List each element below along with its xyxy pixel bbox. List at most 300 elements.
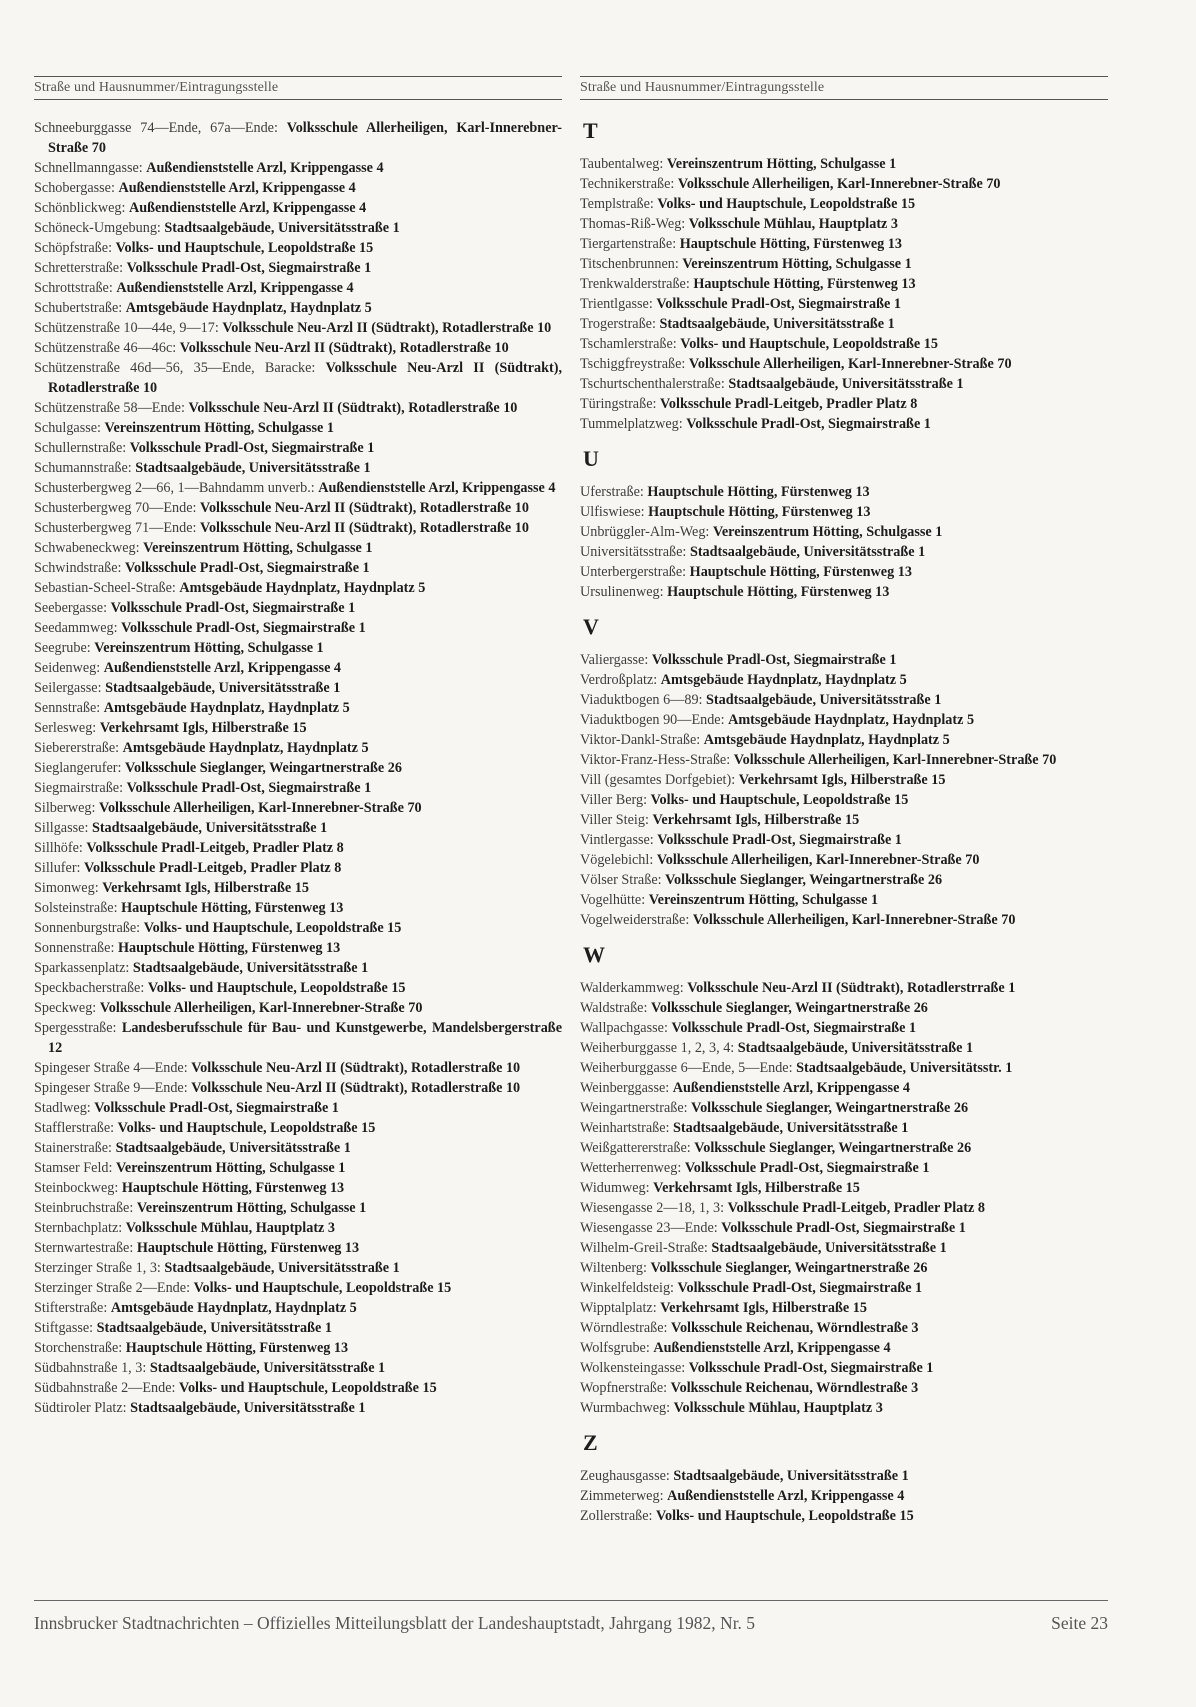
registration-office: Stadtsaalgebäude, Universitätsstraße 1 xyxy=(105,680,341,696)
registration-office: Volksschule Pradl-Leitgeb, Pradler Platz 8 xyxy=(86,840,344,856)
registration-office: Stadtsaalgebäude, Universitätsstraße 1 xyxy=(673,1120,909,1136)
list-item xyxy=(34,1218,562,1238)
list-item xyxy=(580,850,1108,870)
street-name: Schützenstraße 58—Ende: xyxy=(34,400,185,416)
list-item xyxy=(34,218,562,238)
street-name: Völser Straße: xyxy=(580,872,662,888)
street-name: Schrottstraße: xyxy=(34,280,113,296)
list-item xyxy=(34,1158,562,1178)
registration-office: Außendienststelle Arzl, Krippengasse 4 xyxy=(318,480,556,496)
street-name: Wetterherrenweg: xyxy=(580,1160,682,1176)
list-item xyxy=(580,1138,1108,1158)
list-item xyxy=(580,1198,1108,1218)
street-name: Silberweg: xyxy=(34,800,96,816)
registration-office: Amtsgebäude Haydnplatz, Haydnplatz 5 xyxy=(110,1300,357,1316)
street-name: Schwabeneckweg: xyxy=(34,540,140,556)
registration-office: Volksschule Pradl-Leitgeb, Pradler Platz 8 xyxy=(727,1200,985,1216)
street-name: Simonweg: xyxy=(34,880,99,896)
registration-office: Volksschule Pradl-Ost, Siegmairstraße 1 xyxy=(110,600,356,616)
registration-office: Volksschule Neu-Arzl II (Südtrakt), Rotadlerstraße 10 xyxy=(48,360,563,396)
registration-office: Volksschule Mühlau, Hauptplatz 3 xyxy=(688,216,898,232)
street-name: Schubertstraße: xyxy=(34,300,123,316)
registration-office: Stadtsaalgebäude, Universitätsstraße 1 xyxy=(149,1360,386,1376)
street-name: Sillgasse: xyxy=(34,820,89,836)
street-name: Sternbachplatz: xyxy=(34,1220,123,1236)
registration-office: Vereinszentrum Hötting, Schulgasse 1 xyxy=(666,156,897,172)
list-item xyxy=(34,738,562,758)
registration-office: Verkehrsamt Igls, Hilberstraße 15 xyxy=(738,772,946,788)
list-item xyxy=(580,1398,1108,1418)
street-name: Tschamlerstraße: xyxy=(580,336,677,352)
registration-office: Vereinszentrum Hötting, Schulgasse 1 xyxy=(94,640,324,656)
street-name: Spingeser Straße 9—Ende: xyxy=(34,1080,188,1096)
registration-office: Verkehrsamt Igls, Hilberstraße 15 xyxy=(652,812,860,828)
registration-office: Volksschule Neu-Arzl II (Südtrakt), Rotadlerstraße 10 xyxy=(179,340,509,356)
street-name: Wipptalplatz: xyxy=(580,1300,657,1316)
list-item xyxy=(580,830,1108,850)
street-name: Widumweg: xyxy=(580,1180,650,1196)
list-item xyxy=(580,1098,1108,1118)
publication-line: Innsbrucker Stadtnachrichten – Offizielles Mitteilungsblatt der Landeshauptstadt, Jahrgang 1982, Nr. 5 xyxy=(34,1613,756,1633)
street-name: Türingstraße: xyxy=(580,396,657,412)
street-name: Siegmairstraße: xyxy=(34,780,124,796)
street-name: Tschurtschenthalerstraße: xyxy=(580,376,725,392)
section-letter: U xyxy=(583,446,599,471)
street-name: Trientlgasse: xyxy=(580,296,653,312)
street-name: Technikerstraße: xyxy=(580,176,675,192)
list-item xyxy=(34,1398,562,1418)
registration-office: Volksschule Pradl-Ost, Siegmairstraße 1 xyxy=(688,1360,934,1376)
registration-office: Verkehrsamt Igls, Hilberstraße 15 xyxy=(102,880,309,896)
list-item xyxy=(580,254,1108,274)
registration-office: Vereinszentrum Hötting, Schulgasse 1 xyxy=(682,256,912,272)
street-name: Seidenweg: xyxy=(34,660,101,676)
street-name: Südbahnstraße 2—Ende: xyxy=(34,1380,176,1396)
street-name: Speckweg: xyxy=(34,1000,97,1016)
registration-office: Volksschule Allerheiligen, Karl-Innerebner-Straße 70 xyxy=(677,176,1001,192)
registration-office: Volksschule Neu-Arzl II (Südtrakt), Rotadlerstraße 10 xyxy=(200,500,529,516)
registration-office: Verkehrsamt Igls, Hilberstraße 15 xyxy=(99,720,307,736)
street-name: Wallpachgasse: xyxy=(580,1020,668,1036)
list-item xyxy=(580,542,1108,562)
registration-office: Hauptschule Hötting, Fürstenweg 13 xyxy=(679,236,902,252)
list-item xyxy=(580,1506,1108,1526)
list-item xyxy=(580,314,1108,334)
street-name: Viktor-Dankl-Straße: xyxy=(580,732,701,748)
list-item xyxy=(34,998,562,1018)
list-item xyxy=(34,278,562,298)
list-item xyxy=(580,650,1108,670)
registration-office: Stadtsaalgebäude, Universitätsstraße 1 xyxy=(96,1320,332,1336)
list-item xyxy=(34,1258,562,1278)
street-name: Wurmbachweg: xyxy=(580,1400,671,1416)
street-name: Schönblickweg: xyxy=(34,200,126,216)
page-footer xyxy=(34,1600,1108,1634)
list-item xyxy=(34,478,562,498)
street-name: Schwindstraße: xyxy=(34,560,122,576)
street-name: Ursulinenweg: xyxy=(580,584,664,600)
street-name: Wolfsgrube: xyxy=(580,1340,650,1356)
street-name: Schretterstraße: xyxy=(34,260,124,276)
registration-office: Volksschule Pradl-Ost, Siegmairstraße 1 xyxy=(129,440,375,456)
list-item xyxy=(580,910,1108,930)
list-item xyxy=(580,1158,1108,1178)
list-item xyxy=(580,374,1108,394)
registration-office: Stadtsaalgebäude, Universitätsstraße 1 xyxy=(728,376,964,392)
street-name: Tummelplatzweg: xyxy=(580,416,683,432)
registration-office: Volksschule Sieglanger, Weingartnerstraße 26 xyxy=(665,872,943,888)
list-item xyxy=(580,354,1108,374)
street-name: Viaduktbogen 90—Ende: xyxy=(580,712,725,728)
list-item xyxy=(580,394,1108,414)
registration-office: Volksschule Neu-Arzl II (Südtrakt), Rotadlerstraße 10 xyxy=(222,320,552,336)
street-name: Templstraße: xyxy=(580,196,654,212)
list-item xyxy=(580,1318,1108,1338)
registration-office: Amtsgebäude Haydnplatz, Haydnplatz 5 xyxy=(728,712,975,728)
registration-office: Volksschule Sieglanger, Weingartnerstraße 26 xyxy=(650,1260,928,1276)
street-name: Titschenbrunnen: xyxy=(580,256,679,272)
list-item xyxy=(580,998,1108,1018)
registration-office: Vereinszentrum Hötting, Schulgasse 1 xyxy=(648,892,879,908)
registration-office: Volksschule Pradl-Ost, Siegmairstraße 1 xyxy=(651,652,897,668)
street-name: Unbrüggler-Alm-Weg: xyxy=(580,524,710,540)
registration-office: Volksschule Neu-Arzl II (Südtrakt), Rotadlerstraße 10 xyxy=(191,1080,521,1096)
list-item xyxy=(34,238,562,258)
street-name: Sterzinger Straße 1, 3: xyxy=(34,1260,161,1276)
registration-office: Volksschule Pradl-Ost, Siegmairstraße 1 xyxy=(126,780,372,796)
street-name: Südbahnstraße 1, 3: xyxy=(34,1360,147,1376)
street-name: Zimmeterweg: xyxy=(580,1488,664,1504)
street-name: Sebastian-Scheel-Straße: xyxy=(34,580,176,596)
street-name: Sillufer: xyxy=(34,860,81,876)
list-item xyxy=(34,418,562,438)
list-item xyxy=(34,958,562,978)
registration-office: Volksschule Sieglanger, Weingartnerstraße 26 xyxy=(691,1100,969,1116)
list-item xyxy=(34,1318,562,1338)
registration-office: Stadtsaalgebäude, Universitätsstraße 1 xyxy=(91,820,328,836)
registration-office: Volksschule Mühlau, Hauptplatz 3 xyxy=(673,1400,883,1416)
list-item xyxy=(580,334,1108,354)
list-item xyxy=(580,790,1108,810)
street-name: Sonnenburgstraße: xyxy=(34,920,141,936)
registration-office: Volksschule Allerheiligen, Karl-Innerebner-Straße 70 xyxy=(688,356,1012,372)
street-name: Sillhöfe: xyxy=(34,840,83,856)
list-item xyxy=(34,898,562,918)
list-item xyxy=(580,1338,1108,1358)
registration-office: Amtsgebäude Haydnplatz, Haydnplatz 5 xyxy=(703,732,950,748)
list-item xyxy=(34,1198,562,1218)
list-item xyxy=(34,1358,562,1378)
registration-office: Stadtsaalgebäude, Universitätsstraße 1 xyxy=(164,1260,400,1276)
registration-office: Hauptschule Hötting, Fürstenweg 13 xyxy=(689,564,912,580)
list-item xyxy=(580,1466,1108,1486)
list-item xyxy=(34,558,562,578)
list-item xyxy=(580,274,1108,294)
section-letter: T xyxy=(583,118,598,143)
street-name: Schnellmanngasse: xyxy=(34,160,143,176)
list-item xyxy=(34,758,562,778)
registration-office: Stadtsaalgebäude, Universitätsstraße 1 xyxy=(135,460,371,476)
street-name: Schulgasse: xyxy=(34,420,101,436)
list-item xyxy=(580,978,1108,998)
registration-office: Verkehrsamt Igls, Hilberstraße 15 xyxy=(660,1300,867,1316)
street-name: Zeughausgasse: xyxy=(580,1468,670,1484)
list-item xyxy=(580,810,1108,830)
list-item xyxy=(580,414,1108,434)
registration-office: Außendienststelle Arzl, Krippengasse 4 xyxy=(128,200,367,216)
list-item xyxy=(34,1058,562,1078)
registration-office: Volks- und Hauptschule, Leopoldstraße 15 xyxy=(143,920,402,936)
list-item xyxy=(34,498,562,518)
right-column xyxy=(580,76,1108,1526)
list-item xyxy=(34,1018,562,1058)
list-item xyxy=(580,154,1108,174)
street-name: Schobergasse: xyxy=(34,180,115,196)
registration-office: Außendienststelle Arzl, Krippengasse 4 xyxy=(103,660,342,676)
list-item xyxy=(580,214,1108,234)
list-item xyxy=(580,750,1108,770)
street-name: Winkelfeldsteig: xyxy=(580,1280,674,1296)
registration-office: Außendienststelle Arzl, Krippengasse 4 xyxy=(667,1488,905,1504)
registration-office: Volksschule Allerheiligen, Karl-Innerebner-Straße 70 xyxy=(99,800,422,816)
registration-office: Vereinszentrum Hötting, Schulgasse 1 xyxy=(136,1200,367,1216)
street-name: Schöneck-Umgebung: xyxy=(34,220,161,236)
street-name: Taubentalweg: xyxy=(580,156,664,172)
list-item xyxy=(34,698,562,718)
street-name: Spingeser Straße 4—Ende: xyxy=(34,1060,188,1076)
section-letter: V xyxy=(583,614,599,639)
street-name: Schöpfstraße: xyxy=(34,240,113,256)
registration-office: Stadtsaalgebäude, Universitätsstraße 1 xyxy=(130,1400,366,1416)
registration-office: Hauptschule Hötting, Fürstenweg 13 xyxy=(136,1240,360,1256)
registration-office: Volksschule Sieglanger, Weingartnerstraße 26 xyxy=(694,1140,972,1156)
registration-office: Außendienststelle Arzl, Krippengasse 4 xyxy=(146,160,384,176)
list-item xyxy=(34,358,562,398)
street-name: Schusterbergweg 2—66, 1—Bahndamm unverb.: xyxy=(34,480,315,496)
street-name: Wiesengasse 2—18, 1, 3: xyxy=(580,1200,725,1216)
registration-office: Volksschule Pradl-Ost, Siegmairstraße 1 xyxy=(94,1100,339,1116)
list-item xyxy=(34,438,562,458)
list-item xyxy=(34,978,562,998)
registration-office: Volksschule Reichenau, Wörndlestraße 3 xyxy=(670,1380,919,1396)
list-item xyxy=(580,1218,1108,1238)
street-name: Universitätsstraße: xyxy=(580,544,687,560)
registration-office: Volksschule Pradl-Leitgeb, Pradler Platz 8 xyxy=(84,860,342,876)
list-item xyxy=(34,258,562,278)
list-item xyxy=(34,578,562,598)
street-name: Waldstraße: xyxy=(580,1000,648,1016)
street-name: Solsteinstraße: xyxy=(34,900,118,916)
list-item xyxy=(34,818,562,838)
list-item xyxy=(580,1278,1108,1298)
registration-office: Hauptschule Hötting, Fürstenweg 13 xyxy=(121,1180,345,1196)
registration-office: Volksschule Allerheiligen, Karl-Innerebner-Straße 70 xyxy=(99,1000,423,1016)
street-name: Steinbruchstraße: xyxy=(34,1200,134,1216)
street-name: Viller Steig: xyxy=(580,812,649,828)
street-name: Sennstraße: xyxy=(34,700,101,716)
list-item xyxy=(34,638,562,658)
list-item xyxy=(34,1138,562,1158)
registration-office: Hauptschule Hötting, Fürstenweg 13 xyxy=(667,584,890,600)
street-name: Uferstraße: xyxy=(580,484,644,500)
list-item xyxy=(580,770,1108,790)
street-name: Valiergasse: xyxy=(580,652,649,668)
registration-office: Volksschule Allerheiligen, Karl-Innerebner-Straße 70 xyxy=(733,752,1057,768)
list-item xyxy=(34,918,562,938)
registration-office: Volksschule Pradl-Ost, Siegmairstraße 1 xyxy=(686,416,931,432)
list-item xyxy=(580,1238,1108,1258)
registration-office: Außendienststelle Arzl, Krippengasse 4 xyxy=(116,280,354,296)
registration-office: Außendienststelle Arzl, Krippengasse 4 xyxy=(672,1080,911,1096)
list-item xyxy=(580,710,1108,730)
street-name: Schützenstraße 46—46c: xyxy=(34,340,177,356)
list-item xyxy=(580,890,1108,910)
registration-office: Volksschule Neu-Arzl II (Südtrakt), Rotadlerstraße 10 xyxy=(188,400,518,416)
street-name: Seedammweg: xyxy=(34,620,118,636)
list-item xyxy=(34,618,562,638)
street-name: Weinhartstraße: xyxy=(580,1120,670,1136)
street-name: Stafflerstraße: xyxy=(34,1120,115,1136)
list-item xyxy=(580,1078,1108,1098)
street-name: Wilhelm-Greil-Straße: xyxy=(580,1240,708,1256)
street-name: Wiesengasse 23—Ende: xyxy=(580,1220,718,1236)
list-item xyxy=(34,1118,562,1138)
street-name: Sparkassenplatz: xyxy=(34,960,130,976)
street-name: Viktor-Franz-Hess-Straße: xyxy=(580,752,731,768)
section-letter: W xyxy=(583,942,605,967)
list-item xyxy=(34,878,562,898)
registration-office: Stadtsaalgebäude, Universitätsstraße 1 xyxy=(706,692,942,708)
left-entry-list xyxy=(34,118,562,1418)
street-name: Wiltenberg: xyxy=(580,1260,647,1276)
street-name: Vogelhütte: xyxy=(580,892,646,908)
registration-office: Volksschule Mühlau, Hauptplatz 3 xyxy=(125,1220,335,1236)
street-name: Schullernstraße: xyxy=(34,440,127,456)
street-name: Steinbockweg: xyxy=(34,1180,119,1196)
street-name: Siebererstraße: xyxy=(34,740,120,756)
list-item xyxy=(34,538,562,558)
list-item xyxy=(580,582,1108,602)
street-name: Sonnenstraße: xyxy=(34,940,115,956)
street-name: Ulfiswiese: xyxy=(580,504,645,520)
street-name: Vill (gesamtes Dorfgebiet): xyxy=(580,772,736,788)
registration-office: Volksschule Sieglanger, Weingartnerstraße 26 xyxy=(650,1000,928,1016)
list-item xyxy=(580,1038,1108,1058)
street-name: Sieglangerufer: xyxy=(34,760,122,776)
registration-office: Volks- und Hauptschule, Leopoldstraße 15 xyxy=(650,792,909,808)
list-item xyxy=(580,1298,1108,1318)
list-item xyxy=(34,518,562,538)
street-name: Serlesweg: xyxy=(34,720,97,736)
street-name: Schumannstraße: xyxy=(34,460,132,476)
list-item xyxy=(34,1178,562,1198)
registration-office: Hauptschule Hötting, Fürstenweg 13 xyxy=(121,900,344,916)
list-item xyxy=(580,562,1108,582)
list-item xyxy=(580,174,1108,194)
street-name: Vogelweiderstraße: xyxy=(580,912,690,928)
street-name: Stainerstraße: xyxy=(34,1140,113,1156)
list-item xyxy=(580,870,1108,890)
registration-office: Volksschule Allerheiligen, Karl-Innerebner-Straße 70 xyxy=(656,852,980,868)
registration-office: Amtsgebäude Haydnplatz, Haydnplatz 5 xyxy=(103,700,350,716)
street-name: Stiftgasse: xyxy=(34,1320,94,1336)
registration-office: Hauptschule Hötting, Fürstenweg 13 xyxy=(647,484,870,500)
street-name: Südtiroler Platz: xyxy=(34,1400,127,1416)
registration-office: Volks- und Hauptschule, Leopoldstraße 15 xyxy=(657,196,916,212)
list-item xyxy=(580,1358,1108,1378)
list-item xyxy=(34,718,562,738)
registration-office: Verkehrsamt Igls, Hilberstraße 15 xyxy=(653,1180,860,1196)
registration-office: Volks- und Hauptschule, Leopoldstraße 15 xyxy=(179,1380,437,1396)
street-name: Storchenstraße: xyxy=(34,1340,123,1356)
street-name: Weiherburggasse 1, 2, 3, 4: xyxy=(580,1040,735,1056)
registration-office: Stadtsaalgebäude, Universitätsstr. 1 xyxy=(796,1060,1013,1076)
list-item xyxy=(34,658,562,678)
list-item xyxy=(580,234,1108,254)
list-item xyxy=(34,1298,562,1318)
street-name: Wörndlestraße: xyxy=(580,1320,668,1336)
registration-office: Hauptschule Hötting, Fürstenweg 13 xyxy=(648,504,871,520)
list-item xyxy=(34,838,562,858)
street-name: Weiherburggasse 6—Ende, 5—Ende: xyxy=(580,1060,793,1076)
list-item xyxy=(580,1018,1108,1038)
street-name: Weinberggasse: xyxy=(580,1080,670,1096)
street-name: Spergesstraße: xyxy=(34,1020,117,1036)
registration-office: Volks- und Hauptschule, Leopoldstraße 15 xyxy=(115,240,374,256)
list-item xyxy=(34,938,562,958)
list-item xyxy=(580,670,1108,690)
registration-office: Vereinszentrum Hötting, Schulgasse 1 xyxy=(712,524,943,540)
right-entry-list xyxy=(580,118,1108,1526)
registration-office: Amtsgebäude Haydnplatz, Haydnplatz 5 xyxy=(179,580,426,596)
street-name: Sternwartestraße: xyxy=(34,1240,134,1256)
street-name: Zollerstraße: xyxy=(580,1508,653,1524)
registration-office: Außendienststelle Arzl, Krippengasse 4 xyxy=(653,1340,891,1356)
list-item xyxy=(580,1258,1108,1278)
street-name: Stamser Feld: xyxy=(34,1160,113,1176)
list-item xyxy=(580,1378,1108,1398)
list-item xyxy=(34,1098,562,1118)
street-name: Schneeburggasse 74—Ende, 67a—Ende: xyxy=(34,120,278,136)
registration-office: Volksschule Allerheiligen, Karl-Innerebner-Straße 70 xyxy=(692,912,1016,928)
column-header-left: Straße und Hausnummer/Eintragungsstelle xyxy=(34,76,562,100)
street-name: Tschiggfreystraße: xyxy=(580,356,686,372)
registration-office: Volks- und Hauptschule, Leopoldstraße 15 xyxy=(147,980,406,996)
street-name: Seilergasse: xyxy=(34,680,102,696)
list-item xyxy=(34,158,562,178)
list-item xyxy=(580,502,1108,522)
registration-office: Volksschule Pradl-Ost, Siegmairstraße 1 xyxy=(125,560,370,576)
section-letter: Z xyxy=(583,1430,598,1455)
registration-office: Volksschule Pradl-Leitgeb, Pradler Platz 8 xyxy=(659,396,918,412)
registration-office: Landesberufsschule für Bau- und Kunstgewerbe, Mandelsbergerstraße 12 xyxy=(48,1020,562,1056)
registration-office: Volks- und Hauptschule, Leopoldstraße 15 xyxy=(680,336,938,352)
registration-office: Volksschule Neu-Arzl II (Südtrakt), Rotadlerstrraße 1 xyxy=(687,980,1016,996)
list-item xyxy=(34,1378,562,1398)
list-item xyxy=(580,730,1108,750)
registration-office: Stadtsaalgebäude, Universitätsstraße 1 xyxy=(164,220,400,236)
street-name: Unterbergerstraße: xyxy=(580,564,687,580)
list-item xyxy=(580,1058,1108,1078)
registration-office: Stadtsaalgebäude, Universitätsstraße 1 xyxy=(711,1240,947,1256)
registration-office: Volksschule Pradl-Ost, Siegmairstraße 1 xyxy=(657,832,902,848)
registration-office: Amtsgebäude Haydnplatz, Haydnplatz 5 xyxy=(122,740,369,756)
registration-office: Volksschule Pradl-Ost, Siegmairstraße 1 xyxy=(671,1020,917,1036)
street-name: Viller Berg: xyxy=(580,792,648,808)
registration-office: Volksschule Pradl-Ost, Siegmairstraße 1 xyxy=(656,296,901,312)
list-item xyxy=(34,118,562,158)
registration-office: Volks- und Hauptschule, Leopoldstraße 15 xyxy=(656,1508,914,1524)
